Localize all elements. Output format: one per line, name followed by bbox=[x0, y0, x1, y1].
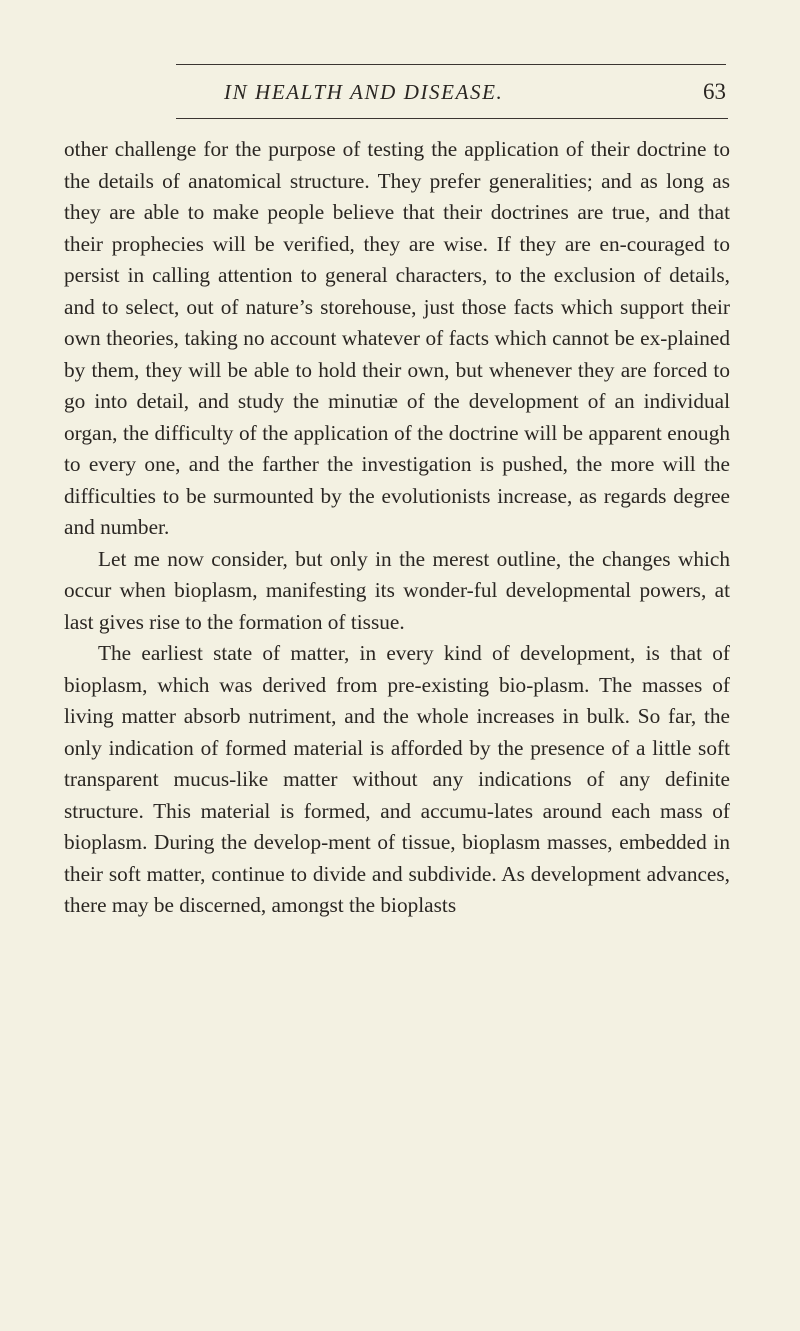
paragraph-continued: other challenge for the purpose of testing the application of their doctrine to the details of anatomical structure. They prefer generalities; and as long as they are able to make people believe that their doctrines are true, and that their prophecies will be verified, they are wise. If they are en-couraged to persist in calling attention to general characters, to the exclusion of details, and to select, out of nature’s storehouse, just those facts which support their own theories, taking no account whatever of facts which cannot be ex-plained by them, they will be able to hold their own, but whenever they are forced to go into detail, and study the minutiæ of the development of an individual organ, the difficulty of the application of the doctrine will be apparent enough to every one, and the farther the investigation is pushed, the more will the difficulties to be surmounted by the evolutionists increase, as regards degree and number. bbox=[64, 137, 730, 539]
running-head bbox=[176, 77, 726, 111]
header-rule-bottom bbox=[176, 118, 728, 119]
body-text bbox=[64, 134, 730, 922]
header-rule-top bbox=[176, 64, 726, 65]
page-number: 63 bbox=[703, 79, 726, 104]
paragraph-earliest-state: The earliest state of matter, in every kind of development, is that of bioplasm, which was derived from pre-existing bio-plasm. The masses of living matter absorb nutriment, and the whole increases in bulk. So far, the only indication of formed material is afforded by the presence of a little soft transparent mucus-like matter without any indications of any definite structure. This material is formed, and accumu-lates around each mass of bioplasm. During the develop-ment of tissue, bioplasm masses, embedded in their soft matter, continue to divide and subdivide. As development advances, there may be discerned, amongst the bioplasts bbox=[64, 641, 730, 917]
running-title: IN HEALTH AND DISEASE. bbox=[224, 80, 504, 104]
paragraph-tissue-formation: Let me now consider, but only in the merest outline, the changes which occur when bioplasm, manifesting its wonder-ful developmental powers, at last gives rise to the formation of tissue. bbox=[64, 546, 730, 634]
